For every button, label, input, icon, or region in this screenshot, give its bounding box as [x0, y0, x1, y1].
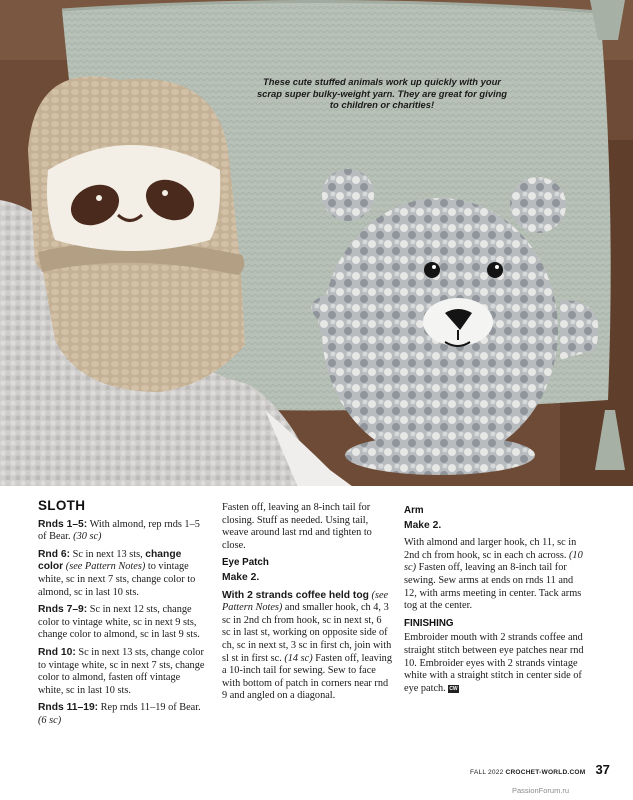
- round-label: Rnd 10:: [38, 646, 76, 658]
- instruction-text: and smaller hook, ch 4, 3 sc in 2nd ch from hook, sc in next st, 6 sc in last st, working on opposite side of ch, sc in next st, 3 sc in first ch, join with sl st in first sc.: [222, 602, 392, 664]
- round-6: [38, 549, 208, 599]
- round-text: Sc in next 12 sts, change color to vintage white, sc in next 9 sts, change color to almond, sc in last 9 sts.: [38, 604, 200, 641]
- end-mark-badge: CW: [449, 685, 458, 692]
- watermark-text: PassionForum.ru: [512, 786, 570, 795]
- stitch-count: (30 sc): [73, 531, 102, 543]
- make-count: Make 2.: [404, 519, 442, 531]
- pattern-column-3: [404, 502, 584, 700]
- instruction-text: Fasten off, leaving a 10-inch tail for sewing. Sew to face with bottom of patch in corners near rnd 9 and angled on a diagonal.: [222, 652, 392, 702]
- round-label: Rnds 11–19:: [38, 702, 99, 714]
- instruction-text: With almond and larger hook, ch 11, sc in 2nd ch from hook, sc in each ch across.: [404, 537, 577, 561]
- rounds-1-5: [38, 519, 208, 544]
- round-text: Sc in next 13 sts,: [70, 548, 146, 560]
- pattern-note: (see Pattern Notes): [222, 589, 389, 614]
- page-footer: [470, 762, 610, 777]
- round-text: Rep rnds 11–19 of Bear.: [98, 702, 201, 714]
- subhead-eye-patch: Eye Patch: [222, 557, 269, 569]
- photo-caption: These cute stuffed animals work up quickly with your scrap super bulky-weight yarn. They are great for giving to children or charities!: [256, 76, 508, 111]
- round-label: Rnd 6:: [38, 548, 71, 560]
- page-number: 37: [595, 762, 610, 777]
- round-text: to vintage white, sc in next 7 sts, change color to almond, sc in last 10 sts.: [38, 561, 196, 598]
- section-title-sloth: SLOTH: [38, 498, 86, 513]
- stitch-count: (10 sc): [404, 549, 583, 574]
- footer-season: FALL 2022: [470, 769, 504, 776]
- rounds-7-9: [38, 604, 208, 642]
- footer-issue: [470, 769, 585, 776]
- make-count: Make 2.: [222, 571, 260, 583]
- pattern-column-2: [222, 502, 392, 708]
- arm-instructions: [404, 537, 584, 613]
- stitch-count: (6 sc): [38, 714, 62, 726]
- eye-patch-instructions: [222, 590, 392, 703]
- round-text: With almond, rep rnds 1–5 of Bear.: [38, 518, 200, 543]
- round-label: Rnds 1–5:: [38, 518, 88, 530]
- yarn-instruction: With 2 strands coffee held tog: [222, 589, 369, 601]
- subhead-arm: Arm: [404, 505, 424, 516]
- instruction-text: Fasten off, leaving an 8-inch tail for sewing. Sew arms at ends on rnds 11 and 12, with arms meeting in center. Tack arms tog at the center.: [404, 562, 582, 612]
- finishing-instructions: [404, 632, 584, 695]
- rounds-11-19: [38, 702, 208, 727]
- subhead-finishing: FINISHING: [404, 617, 454, 629]
- round-text: Sc in next 13 sts, change color to vintage white, sc in next 7 sts, change color to almond, fasten off vintage white, sc in last 10 sts.: [38, 646, 205, 696]
- term-change-color: change color: [38, 548, 182, 573]
- closing-instructions: Fasten off, leaving an 8-inch tail for closing. Stuff as needed. Using tail, weave around last rnd and tighten to close.: [222, 502, 372, 551]
- sloth-toy: [28, 76, 245, 392]
- stitch-count: (14 sc): [284, 652, 313, 664]
- round-10: [38, 647, 208, 697]
- pattern-note: (see Pattern Notes): [63, 561, 146, 573]
- pattern-column-1: [38, 500, 208, 733]
- footer-publication: CROCHET-WORLD.COM: [505, 769, 586, 776]
- round-label: Rnds 7–9:: [38, 604, 88, 616]
- instruction-text: Embroider mouth with 2 strands coffee and straight stitch between eye patches near rnd 10. Embroider eyes with 2 strands vintage white with a straight stitch in center side of eye patch.: [404, 632, 584, 694]
